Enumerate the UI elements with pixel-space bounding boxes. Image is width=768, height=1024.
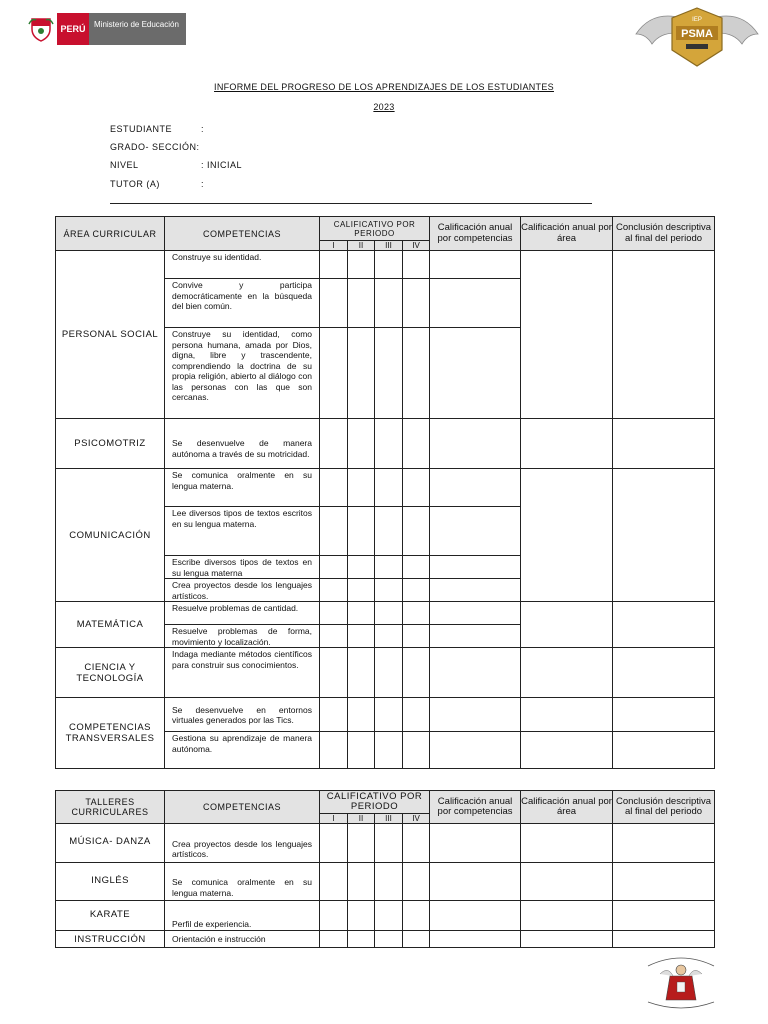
anual-comp-cell[interactable] [430, 279, 521, 328]
gov-country-label: PERÚ [57, 13, 89, 45]
anual-area-cell[interactable] [521, 419, 613, 469]
grade-cell[interactable] [403, 556, 430, 579]
grade-cell[interactable] [320, 419, 348, 469]
peru-coat-of-arms-icon [28, 16, 54, 42]
grade-cell[interactable] [320, 328, 348, 419]
grade-cell[interactable] [320, 824, 348, 863]
grade-cell[interactable] [375, 507, 403, 556]
anual-comp-cell[interactable] [430, 698, 521, 732]
grade-cell[interactable] [348, 648, 375, 698]
competencia-cell: Se comunica oralmente en su lengua materna. [165, 863, 320, 901]
grade-cell[interactable] [375, 931, 403, 948]
anual-comp-cell[interactable] [430, 931, 521, 948]
grade-cell[interactable] [348, 625, 375, 648]
grade-cell[interactable] [403, 931, 430, 948]
table-row [56, 901, 715, 931]
info-label: GRADO- SECCIÓN: [110, 142, 200, 152]
anual-area-cell[interactable] [521, 732, 613, 769]
grade-cell[interactable] [348, 251, 375, 279]
table-row [56, 698, 715, 732]
anual-comp-cell[interactable] [430, 328, 521, 419]
document-year: 2023 [373, 102, 395, 112]
anual-comp-cell[interactable] [430, 556, 521, 579]
competencia-cell: Construye su identidad, como persona humana, amada por Dios, digna, libre y trascendente, comprendiendo la doctrina de su propia religión, abierto al diálogo con las personas con las que son cercanas. [165, 328, 320, 419]
grade-cell[interactable] [320, 507, 348, 556]
competencia-cell: Se desenvuelve de manera autónoma a través de su motricidad. [165, 419, 320, 469]
competencia-cell: Construye su identidad. [165, 251, 320, 279]
grade-cell[interactable] [375, 328, 403, 419]
saint-stamp-logo [640, 952, 722, 1012]
period-header: III [375, 241, 403, 251]
period-header: II [348, 241, 375, 251]
grade-cell[interactable] [403, 469, 430, 507]
grade-cell[interactable] [320, 279, 348, 328]
area-comunicacion: COMUNICACIÓN [56, 469, 165, 602]
grade-cell[interactable] [320, 579, 348, 602]
grade-cell[interactable] [375, 469, 403, 507]
table-row [56, 419, 715, 469]
grade-cell[interactable] [375, 579, 403, 602]
competencia-cell: Gestiona su aprendizaje de manera autónoma. [165, 732, 320, 769]
header-competencias: COMPETENCIAS [165, 791, 320, 824]
header-area: ÁREA CURRICULAR [56, 217, 165, 251]
grade-cell[interactable] [403, 625, 430, 648]
grade-cell[interactable] [403, 419, 430, 469]
header-anual-competencias: Calificación anual por competencias [430, 217, 521, 251]
document-title: INFORME DEL PROGRESO DE LOS APRENDIZAJES DE LOS ESTUDIANTES [214, 82, 554, 92]
anual-comp-cell[interactable] [430, 419, 521, 469]
header-competencias: COMPETENCIAS [165, 217, 320, 251]
header-talleres: TALLERES CURRICULARES [56, 791, 165, 824]
area-psicomotriz: PSICOMOTRIZ [56, 419, 165, 469]
grade-cell[interactable] [403, 901, 430, 931]
conclusion-cell[interactable] [613, 824, 715, 863]
anual-area-cell[interactable] [521, 824, 613, 863]
conclusion-cell[interactable] [613, 698, 715, 732]
table-row [56, 931, 715, 948]
anual-comp-cell[interactable] [430, 469, 521, 507]
grade-cell[interactable] [403, 863, 430, 901]
anual-area-cell[interactable] [521, 931, 613, 948]
grade-cell[interactable] [348, 931, 375, 948]
conclusion-cell[interactable] [613, 901, 715, 931]
competencia-cell: Orientación e instrucción [165, 931, 320, 948]
anual-area-cell[interactable] [521, 648, 613, 698]
anual-comp-cell[interactable] [430, 901, 521, 931]
competencia-cell: Crea proyectos desde los lenguajes artísticos. [165, 824, 320, 863]
area-ciencia-tecnologia: CIENCIA Y TECNOLOGÍA [56, 648, 165, 698]
grade-cell[interactable] [375, 698, 403, 732]
table-row [56, 648, 715, 698]
school-logo-text: PSMA [681, 28, 713, 40]
grade-cell[interactable] [348, 419, 375, 469]
grade-cell[interactable] [320, 863, 348, 901]
info-value: : INICIAL [201, 160, 243, 170]
conclusion-cell[interactable] [613, 863, 715, 901]
period-header: IV [403, 814, 430, 824]
grade-cell[interactable] [348, 469, 375, 507]
anual-area-cell[interactable] [521, 863, 613, 901]
grade-cell[interactable] [320, 556, 348, 579]
grade-cell[interactable] [375, 602, 403, 625]
workshops-table [55, 790, 715, 948]
competencia-cell: Convive y participa democráticamente en la búsqueda del bien común. [165, 279, 320, 328]
school-crest-logo [632, 4, 762, 70]
grade-cell[interactable] [320, 648, 348, 698]
grade-cell[interactable] [375, 556, 403, 579]
anual-comp-cell[interactable] [430, 602, 521, 625]
header-conclusion: Conclusión descriptiva al final del periodo [613, 217, 715, 251]
competencia-cell: Lee diversos tipos de textos escritos en su lengua materna. [165, 507, 320, 556]
table-row [56, 824, 715, 863]
grade-cell[interactable] [403, 328, 430, 419]
info-label: NIVEL [110, 160, 139, 170]
gov-ministry-label: Ministerio de Educación [89, 13, 186, 45]
table-row [56, 863, 715, 901]
anual-area-cell[interactable] [521, 901, 613, 931]
grade-cell[interactable] [348, 507, 375, 556]
conclusion-cell[interactable] [613, 251, 715, 419]
separator-line [110, 203, 592, 204]
conclusion-cell[interactable] [613, 469, 715, 602]
grade-cell[interactable] [403, 648, 430, 698]
period-header: I [320, 814, 348, 824]
table-row [56, 251, 715, 279]
competencia-cell: Se comunica oralmente en su lengua materna. [165, 469, 320, 507]
header-anual-competencias: Calificación anual por competencias [430, 791, 521, 824]
anual-comp-cell[interactable] [430, 579, 521, 602]
info-grade [110, 142, 201, 152]
competencia-cell: Perfil de experiencia. [165, 901, 320, 931]
anual-comp-cell[interactable] [430, 732, 521, 769]
info-student [110, 124, 204, 134]
grade-cell[interactable] [320, 698, 348, 732]
conclusion-cell[interactable] [613, 931, 715, 948]
area-personal-social: PERSONAL SOCIAL [56, 251, 165, 419]
competencia-cell: Resuelve problemas de cantidad. [165, 602, 320, 625]
grade-cell[interactable] [320, 602, 348, 625]
grade-cell[interactable] [375, 279, 403, 328]
area-matematica: MATEMÁTICA [56, 602, 165, 648]
conclusion-cell[interactable] [613, 648, 715, 698]
grade-cell[interactable] [348, 698, 375, 732]
grade-cell[interactable] [320, 469, 348, 507]
competencia-cell: Resuelve problemas de forma, movimiento y localización. [165, 625, 320, 648]
header-calificativo: CALIFICATIVO POR PERIODO [320, 791, 430, 814]
period-header: IV [403, 241, 430, 251]
grade-cell[interactable] [403, 507, 430, 556]
grade-cell[interactable] [375, 625, 403, 648]
anual-comp-cell[interactable] [430, 863, 521, 901]
period-header: I [320, 241, 348, 251]
anual-comp-cell[interactable] [430, 625, 521, 648]
grade-cell[interactable] [320, 732, 348, 769]
header-calificativo: CALIFICATIVO POR PERIODO [320, 217, 430, 241]
grade-cell[interactable] [375, 732, 403, 769]
grade-cell[interactable] [375, 901, 403, 931]
header-anual-area: Calificación anual por área [521, 217, 613, 251]
grade-cell[interactable] [348, 824, 375, 863]
table-row [56, 602, 715, 625]
info-value: : [201, 124, 205, 134]
anual-comp-cell[interactable] [430, 824, 521, 863]
grade-cell[interactable] [375, 863, 403, 901]
competencia-cell: Crea proyectos desde los lenguajes artísticos. [165, 579, 320, 602]
area-competencias-transversales: COMPETENCIAS TRANSVERSALES [56, 698, 165, 769]
grade-cell[interactable] [403, 732, 430, 769]
anual-area-cell[interactable] [521, 698, 613, 732]
anual-area-cell[interactable] [521, 469, 613, 602]
grade-cell[interactable] [348, 556, 375, 579]
grades-table [55, 216, 715, 769]
grade-cell[interactable] [403, 824, 430, 863]
table-row [56, 469, 715, 507]
grade-cell[interactable] [348, 732, 375, 769]
grade-cell[interactable] [375, 648, 403, 698]
grade-cell[interactable] [348, 863, 375, 901]
anual-comp-cell[interactable] [430, 648, 521, 698]
period-header: III [375, 814, 403, 824]
header-anual-area: Calificación anual por área [521, 791, 613, 824]
info-level [110, 160, 242, 170]
competencia-cell: Indaga mediante métodos científicos para construir sus conocimientos. [165, 648, 320, 698]
grade-cell[interactable] [348, 901, 375, 931]
grade-cell[interactable] [375, 251, 403, 279]
grade-cell[interactable] [403, 579, 430, 602]
conclusion-cell[interactable] [613, 732, 715, 769]
conclusion-cell[interactable] [613, 602, 715, 648]
info-tutor [110, 179, 204, 189]
ministry-logo [28, 13, 188, 45]
info-label: ESTUDIANTE [110, 124, 173, 134]
grade-cell[interactable] [375, 824, 403, 863]
header-conclusion: Conclusión descriptiva al final del periodo [613, 791, 715, 824]
anual-comp-cell[interactable] [430, 507, 521, 556]
grade-cell[interactable] [348, 328, 375, 419]
info-value: : [201, 179, 205, 189]
grade-cell[interactable] [403, 698, 430, 732]
taller-musica-danza: MÚSICA- DANZA [56, 824, 165, 863]
taller-karate: KARATE [56, 901, 165, 931]
anual-area-cell[interactable] [521, 251, 613, 419]
competencia-cell: Se desenvuelve en entornos virtuales generados por las Tics. [165, 698, 320, 732]
grade-cell[interactable] [320, 901, 348, 931]
grade-cell[interactable] [375, 419, 403, 469]
grade-cell[interactable] [403, 279, 430, 328]
competencia-cell: Escribe diversos tipos de textos en su lengua materna [165, 556, 320, 579]
taller-instruccion: INSTRUCCIÓN [56, 931, 165, 948]
school-logo-small-text: IEP [692, 17, 702, 23]
grade-cell[interactable] [320, 251, 348, 279]
anual-comp-cell[interactable] [430, 251, 521, 279]
grade-cell[interactable] [403, 251, 430, 279]
grade-cell[interactable] [320, 625, 348, 648]
anual-area-cell[interactable] [521, 602, 613, 648]
grade-cell[interactable] [320, 931, 348, 948]
info-label: TUTOR (A) [110, 179, 160, 189]
period-header: II [348, 814, 375, 824]
conclusion-cell[interactable] [613, 419, 715, 469]
taller-ingles: INGLÉS [56, 863, 165, 901]
grade-cell[interactable] [403, 602, 430, 625]
grade-cell[interactable] [348, 602, 375, 625]
grade-cell[interactable] [348, 279, 375, 328]
grade-cell[interactable] [348, 579, 375, 602]
